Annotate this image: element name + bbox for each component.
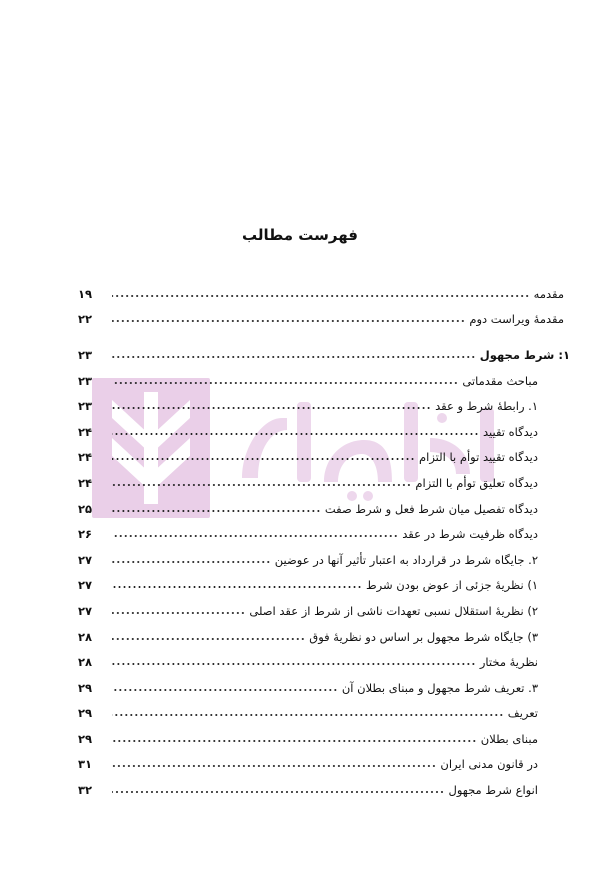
toc-page-number: ۲۴	[78, 475, 93, 490]
toc-entry-title: تعریف	[507, 706, 538, 721]
toc-entry-title: دیدگاه ظرفیت شرط در عقد	[402, 527, 538, 542]
dot-leader	[112, 581, 362, 593]
toc-page-number: ۲۷	[78, 578, 93, 593]
dot-leader	[112, 402, 431, 414]
toc-chapter-number: ۱:	[558, 347, 570, 362]
toc-entry-title: شرط مجهول	[479, 347, 555, 362]
toc-page-number: ۲۴	[78, 424, 93, 439]
toc-title: فهرست مطالب	[242, 226, 358, 244]
toc-row[interactable]	[78, 675, 570, 701]
toc-page-number: ۲۳	[78, 399, 93, 414]
toc-row[interactable]	[78, 307, 570, 333]
toc-row[interactable]	[78, 598, 570, 624]
dot-leader	[112, 428, 479, 440]
toc-page-number: ۲۳	[78, 373, 93, 388]
toc-entry-title: ۲) نظریهٔ استقلال نسبی تعهدات ناشی از شرط از عقد اصلی	[249, 603, 538, 618]
toc-row[interactable]	[78, 777, 570, 803]
toc-row[interactable]	[78, 547, 570, 573]
toc-row[interactable]	[78, 726, 570, 752]
toc-page-number: ۲۹	[78, 680, 93, 695]
dot-leader	[112, 658, 476, 670]
toc-list	[78, 281, 570, 803]
toc-row[interactable]	[78, 649, 570, 675]
toc-chapter-row[interactable]	[78, 342, 570, 368]
toc-entry-title: دیدگاه تفصیل میان شرط فعل و شرط صفت	[324, 501, 538, 516]
toc-row[interactable]	[78, 496, 570, 522]
toc-entry-title: ۱. رابطهٔ شرط و عقد	[435, 399, 538, 414]
dot-leader	[112, 556, 271, 568]
toc-row[interactable]	[78, 752, 570, 778]
toc-entry-title: مقدمه	[533, 286, 564, 301]
toc-page-number: ۲۵	[78, 501, 93, 516]
toc-entry-title: در قانون مدنی ایران	[440, 757, 538, 772]
toc-entry-title: مقدمهٔ ویراست دوم	[469, 312, 564, 327]
toc-entry-title: دیدگاه تقیید توأم با التزام	[419, 450, 538, 465]
dot-leader	[112, 607, 245, 619]
toc-entry-title: مبنای بطلان	[480, 731, 538, 746]
toc-page-number: ۳۱	[78, 757, 93, 772]
toc-page-number: ۲۳	[78, 347, 93, 362]
dot-leader	[112, 786, 444, 798]
toc-entry-title: مباحث مقدماتی	[462, 373, 538, 388]
toc-page-number: ۲۸	[78, 629, 93, 644]
toc-row[interactable]	[78, 470, 570, 496]
toc-row[interactable]	[78, 521, 570, 547]
dot-leader	[112, 505, 321, 517]
toc-row[interactable]	[78, 573, 570, 599]
dot-leader	[112, 684, 338, 696]
dot-leader	[112, 453, 415, 465]
toc-entry-title: ۲. جایگاه شرط در قرارداد به اعتبار تأثیر آنها در عوضین	[274, 552, 538, 567]
toc-row[interactable]	[78, 624, 570, 650]
dot-leader	[112, 377, 458, 389]
toc-row[interactable]	[78, 281, 570, 307]
toc-entry-title: انواع شرط مجهول	[448, 783, 538, 798]
toc-page-number: ۳۲	[78, 783, 93, 798]
toc-entry-title: ۳) جایگاه شرط مجهول بر اساس دو نظریهٔ فوق	[309, 629, 538, 644]
toc-row[interactable]	[78, 393, 570, 419]
toc-page-number: ۲۸	[78, 655, 93, 670]
dot-leader	[112, 290, 530, 302]
toc-row[interactable]	[78, 368, 570, 394]
toc-page-number: ۲۴	[78, 450, 93, 465]
toc-entry-title: دیدگاه تقیید	[482, 424, 538, 439]
toc-page-number: ۲۹	[78, 731, 93, 746]
toc-entry-title: ۱) نظریهٔ جزئی از عوض بودن شرط	[366, 578, 538, 593]
toc-page-number: ۲۶	[78, 527, 93, 542]
dot-leader	[112, 315, 465, 327]
dot-leader	[112, 351, 476, 363]
dot-leader	[112, 479, 411, 491]
dot-leader	[112, 760, 436, 772]
dot-leader	[112, 735, 477, 747]
toc-entry-title: نظریهٔ مختار	[479, 655, 538, 670]
toc-row[interactable]	[78, 445, 570, 471]
toc-page-number: ۲۷	[78, 552, 93, 567]
toc-page-number: ۲۲	[78, 312, 93, 327]
toc-entry-title: دیدگاه تعلیق توأم با التزام	[415, 475, 538, 490]
toc-entry-title: ۳. تعریف شرط مجهول و مبنای بطلان آن	[341, 680, 538, 695]
toc-row[interactable]	[78, 419, 570, 445]
dot-leader	[112, 633, 305, 645]
toc-page-number: ۱۹	[78, 286, 93, 301]
toc-page-number: ۲۷	[78, 603, 93, 618]
toc-page-number: ۲۹	[78, 706, 93, 721]
dot-leader	[112, 530, 398, 542]
dot-leader	[112, 709, 504, 721]
toc-row[interactable]	[78, 701, 570, 727]
